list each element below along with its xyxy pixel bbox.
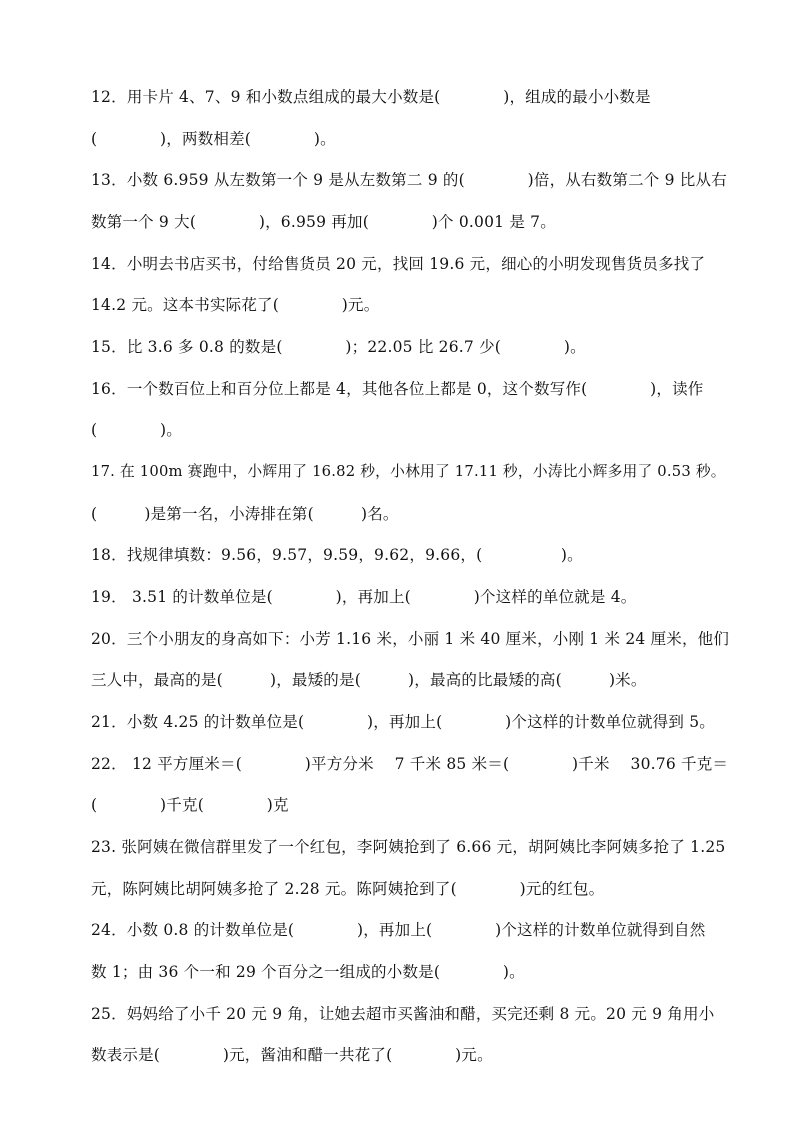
question-25-line-2: 数表示是( )元，酱油和醋一共花了( )元。 (91, 1046, 493, 1064)
question-17-line-1: 17. 在 100m 赛跑中，小辉用了 16.82 秒，小林用了 17.11 秒，小涛比小辉多用了 0.53 秒。 (91, 463, 726, 480)
question-22-line-1: 22． 12 平方厘米＝( )平方分米 7 千米 85 米＝( )千米 30.76 千克＝ (91, 755, 729, 773)
question-25-line-1: 25．妈妈给了小千 20 元 9 角，让她去超市买酱油和醋，买完还剩 8 元。20 元 9 角用小 (91, 1005, 715, 1023)
question-15-line-1: 15．比 3.6 多 0.8 的数是( )；22.05 比 26.7 少( )。 (91, 338, 586, 356)
question-16-line-1: 16．一个数百位上和百分位上都是 4，其他各位上都是 0，这个数写作( )，读作 (91, 380, 704, 398)
question-20-line-1: 20．三个小朋友的身高如下：小芳 1.16 米，小丽 1 米 40 厘米，小刚 1 米 24 厘米，他们 (91, 630, 730, 648)
question-21-line-1: 21．小数 4.25 的计数单位是( )，再加上( )个这样的计数单位就得到 5。 (91, 713, 715, 731)
question-17-line-2: ( )是第一名，小涛排在第( )名。 (91, 505, 399, 523)
question-14-line-2: 14.2 元。这本书实际花了( )元。 (91, 296, 380, 314)
question-19-line-1: 19． 3.51 的计数单位是( )，再加上( )个这样的单位就是 4。 (91, 588, 637, 606)
question-12-line-2: ( )，两数相差( )。 (91, 130, 336, 148)
question-24-line-2: 数 1；由 36 个一和 29 个百分之一组成的小数是( )。 (91, 963, 525, 981)
question-22-line-2: ( )千克( )克 (91, 796, 289, 814)
question-13-line-2: 数第一个 9 大( )，6.959 再加( )个 0.001 是 7。 (91, 213, 556, 231)
question-23-line-2: 元，陈阿姨比胡阿姨多抢了 2.28 元。陈阿姨抢到了( )元的红包。 (91, 880, 605, 898)
question-24-line-1: 24．小数 0.8 的计数单位是( )，再加上( )个这样的计数单位就得到自然 (91, 921, 706, 939)
question-13-line-1: 13．小数 6.959 从左数第一个 9 是从左数第二 9 的( )倍，从右数第二个 9 比从右 (91, 171, 727, 189)
question-16-line-2: ( )。 (91, 421, 182, 439)
question-20-line-2: 三人中，最高的是( )，最矮的是( )，最高的比最矮的高( )米。 (91, 671, 647, 689)
question-12-line-1: 12．用卡片 4、7、9 和小数点组成的最大小数是( )，组成的最小小数是 (91, 88, 651, 106)
question-18-line-1: 18．找规律填数：9.56，9.57，9.59，9.62，9.66，( )。 (91, 546, 583, 564)
question-14-line-1: 14．小明去书店买书，付给售货员 20 元，找回 19.6 元，细心的小明发现售货员多找了 (91, 255, 706, 273)
question-23-line-1: 23. 张阿姨在微信群里发了一个红包，李阿姨抢到了 6.66 元，胡阿姨比李阿姨多抢了 1.25 (91, 838, 726, 856)
